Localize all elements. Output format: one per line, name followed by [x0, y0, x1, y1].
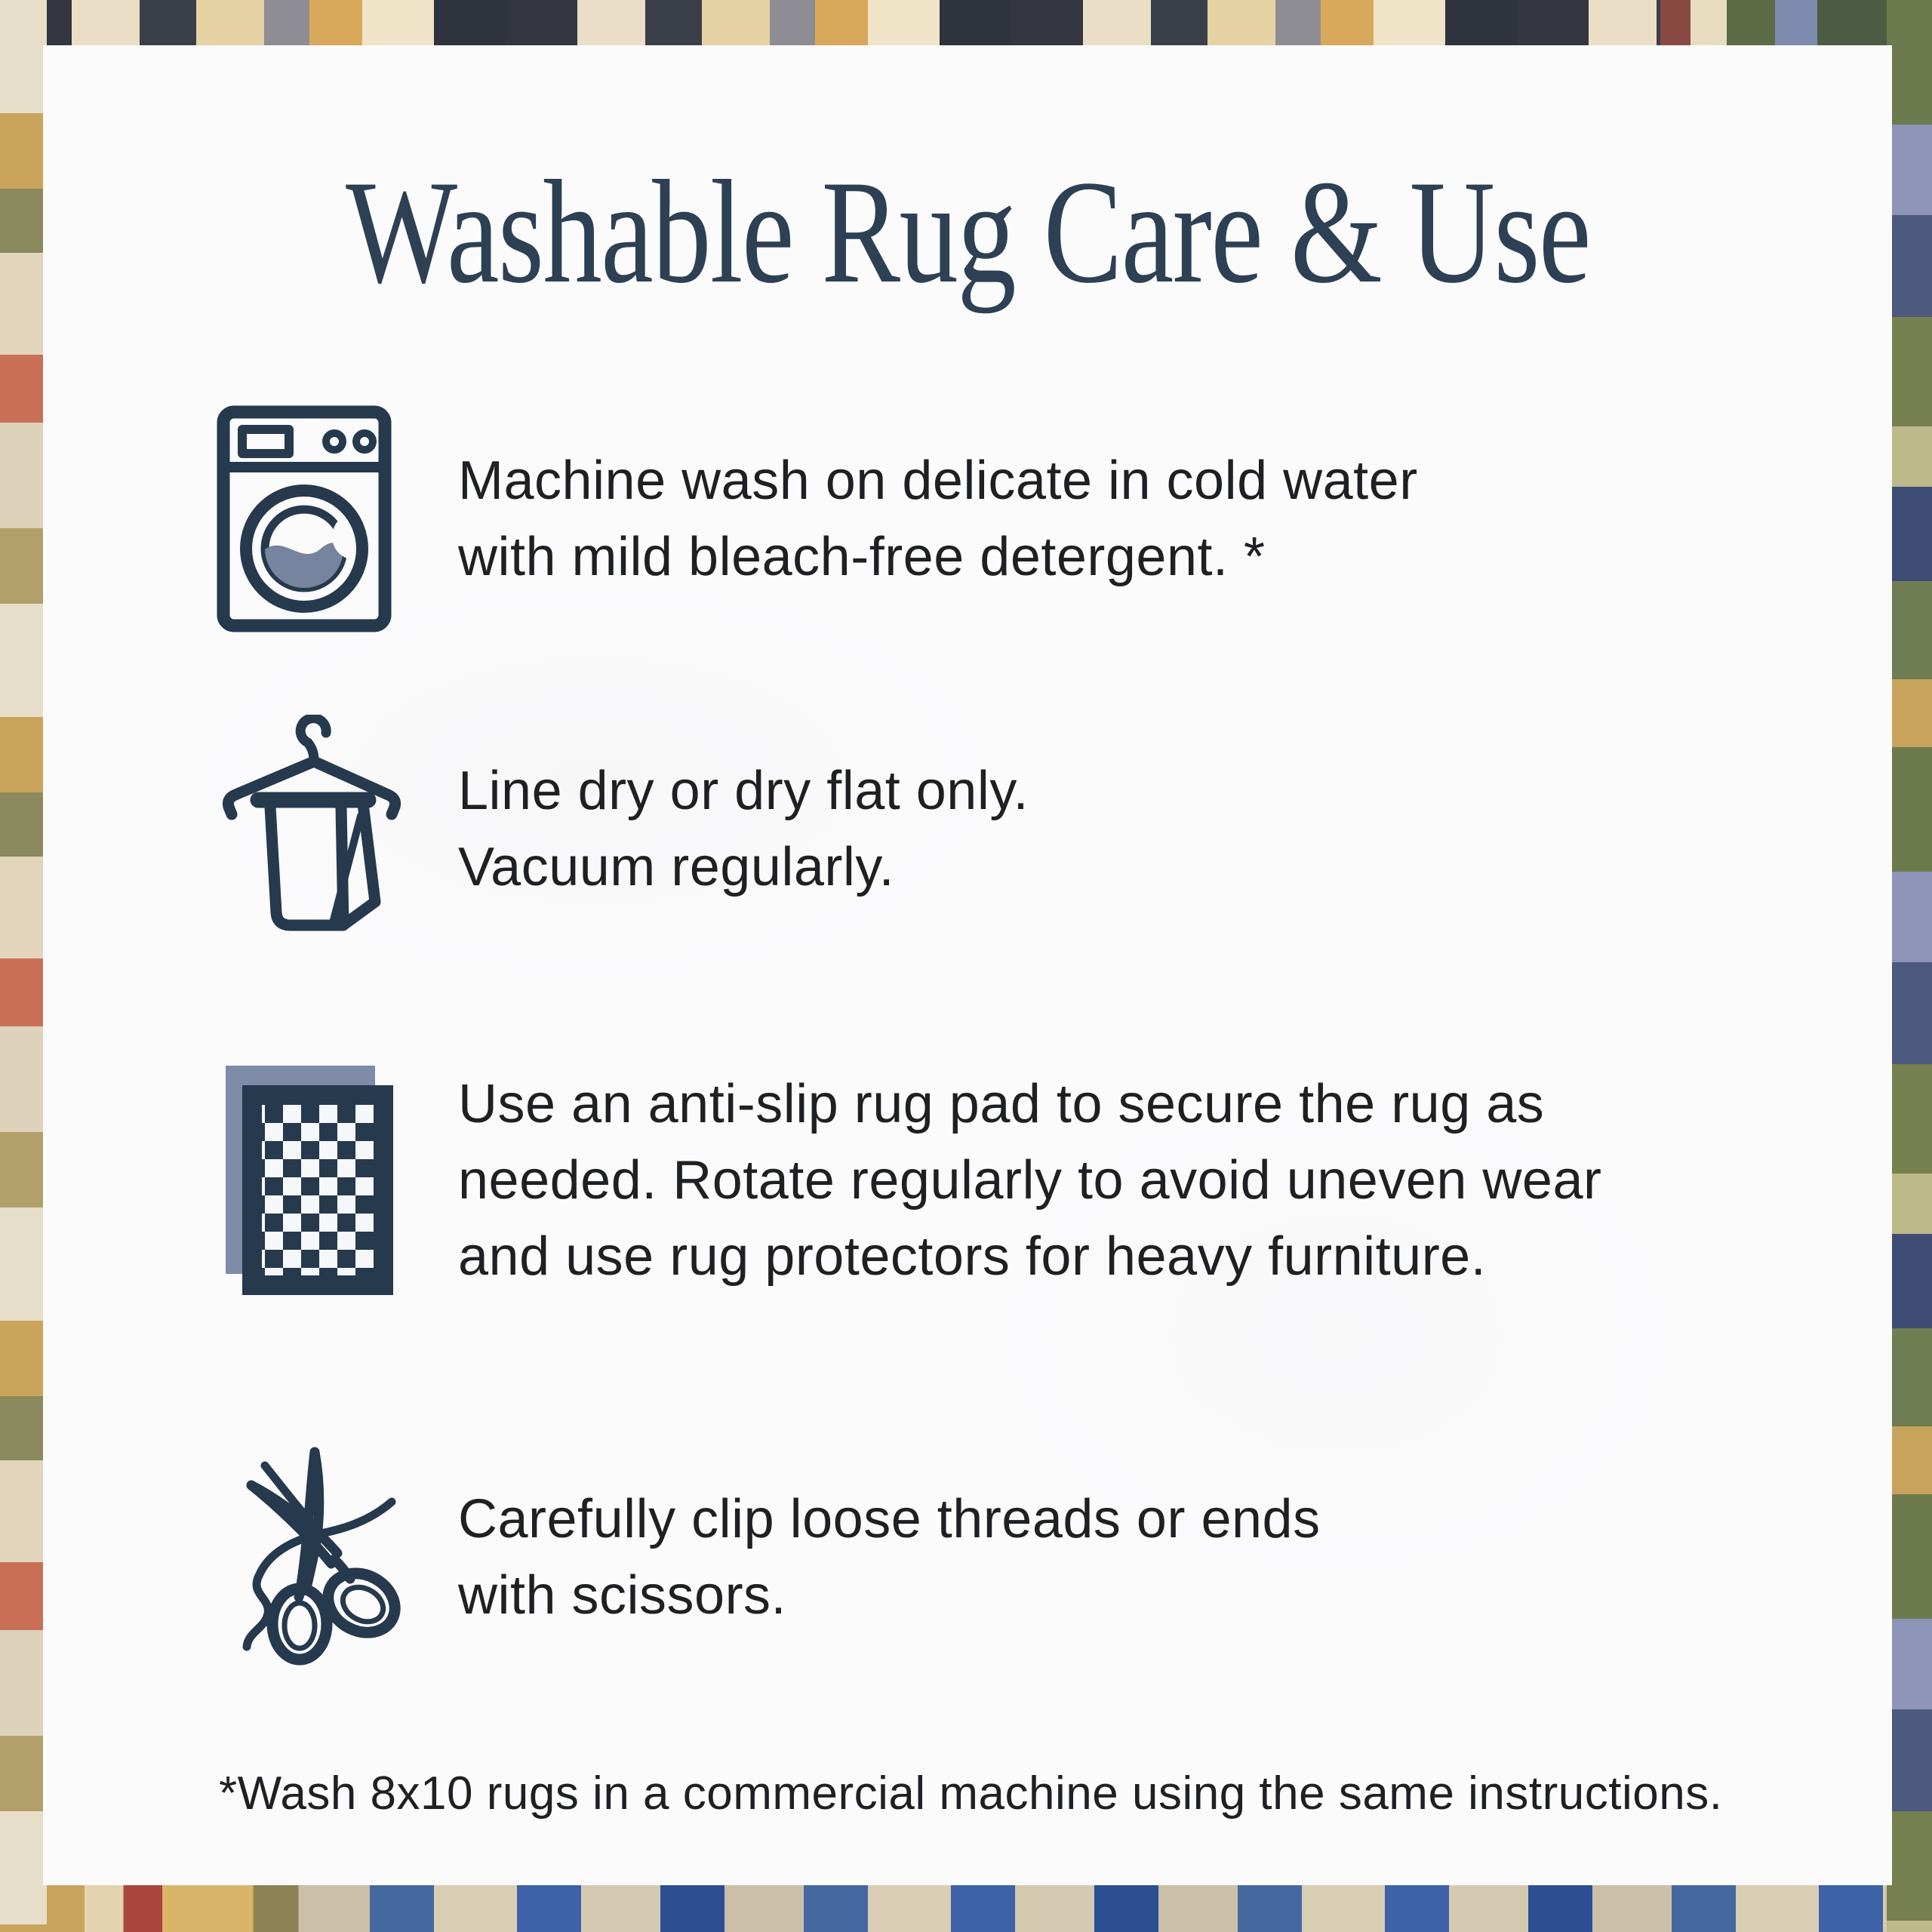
care-row-rug-pad — [215, 1055, 1850, 1306]
care-row-clip-threads — [215, 1440, 1850, 1675]
instruction-line: Machine wash on delicate in cold water — [458, 450, 1418, 511]
care-card — [43, 45, 1892, 1885]
footnote: *Wash 8x10 rugs in a commercial machine using the same instructions. — [219, 1767, 1723, 1820]
rug-pad-icon — [215, 1055, 458, 1306]
hanger-towel-icon — [215, 715, 458, 945]
page-title: Washable Rug Care & Use — [345, 150, 1590, 314]
instruction-text — [458, 443, 1418, 595]
instruction-line: Line dry or dry flat only. — [458, 761, 1029, 821]
care-row-machine-wash — [215, 404, 1850, 634]
rug-border-bottom — [0, 1879, 1932, 1932]
instruction-line: with scissors. — [458, 1565, 787, 1626]
instruction-line: needed. Rotate regularly to avoid uneven wear — [458, 1149, 1602, 1211]
care-row-line-dry — [215, 715, 1850, 943]
instruction-text — [458, 1066, 1601, 1295]
instruction-line: with mild bleach-free detergent. * — [458, 526, 1266, 587]
instruction-line: Vacuum regularly. — [458, 837, 895, 897]
title-wrap — [43, 150, 1892, 314]
instruction-line: Carefully clip loose threads or ends — [458, 1489, 1321, 1549]
instruction-line: and use rug protectors for heavy furniture. — [458, 1226, 1487, 1287]
instruction-text — [458, 1481, 1321, 1634]
instruction-text — [458, 753, 1029, 906]
rug-border-right — [1887, 0, 1932, 1932]
rug-border-left — [0, 0, 47, 1932]
washing-machine-icon — [215, 404, 458, 634]
instruction-line: Use an anti-slip rug pad to secure the rug as — [458, 1073, 1545, 1134]
scissors-icon — [215, 1440, 458, 1675]
